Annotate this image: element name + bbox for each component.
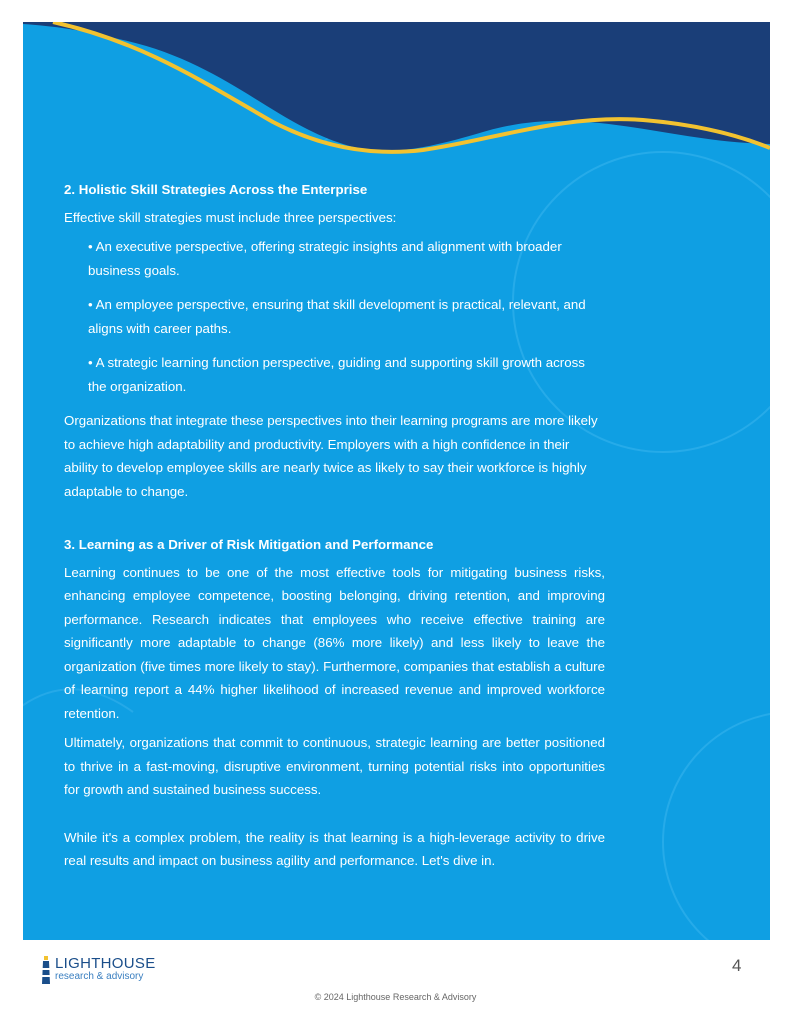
- list-item: • A strategic learning function perspective, guiding and supporting skill growth across the organization.: [88, 355, 585, 394]
- section-2-heading: 2. Holistic Skill Strategies Across the Enterprise: [64, 182, 368, 197]
- section-3-heading: 3. Learning as a Driver of Risk Mitigation and Performance: [64, 537, 434, 552]
- section-2-intro: Effective skill strategies must include three perspectives:: [64, 209, 397, 225]
- lighthouse-logo: [40, 955, 160, 985]
- section-3-paragraph-1: Learning continues to be one of the most effective tools for mitigating business risks, enhancing employee competence, boosting belonging, driving retention, and improving performance. Research indicates that employees who receive effective training are significantly more adaptable to change (86% more likely) and less likely to leave the organization (five times more likely to stay). Furthermore, companies that establish a culture of learning report a 44% higher likelihood of increased revenue and improved workforce retention.: [64, 564, 605, 721]
- list-item: • An employee perspective, ensuring that skill development is practical, relevant, and aligns with career paths.: [88, 297, 586, 336]
- logo-tagline: research & advisory: [55, 971, 144, 982]
- perspectives-list: [88, 235, 605, 398]
- list-item: • An executive perspective, offering strategic insights and alignment with broader business goals.: [88, 239, 562, 278]
- section-3-paragraph-2: Ultimately, organizations that commit to continuous, strategic learning are better positioned to thrive in a fast-moving, disruptive environment, turning potential risks into opportunities for growth and sustained business success.: [64, 735, 605, 797]
- decorative-circle: [663, 712, 770, 940]
- copyright-notice: © 2024 Lighthouse Research & Advisory: [314, 992, 477, 1002]
- section-2-paragraph: Organizations that integrate these perspectives into their learning programs are more likely to achieve high adaptability and productivity. Employers with a high confidence in their ability to develop employee skills are nearly twice as likely to say their workforce is highly adaptable to change.: [64, 413, 598, 499]
- page-content: [64, 178, 605, 879]
- logo-wordmark: LIGHTHOUSE: [55, 955, 156, 972]
- page-number: 4: [732, 956, 742, 975]
- lighthouse-icon: [40, 955, 52, 985]
- content-panel: [23, 22, 770, 940]
- closing-paragraph: While it's a complex problem, the reality is that learning is a high-leverage activity to drive real results and impact on business agility and performance. Let's dive in.: [64, 829, 605, 868]
- dark-wave: [23, 22, 770, 151]
